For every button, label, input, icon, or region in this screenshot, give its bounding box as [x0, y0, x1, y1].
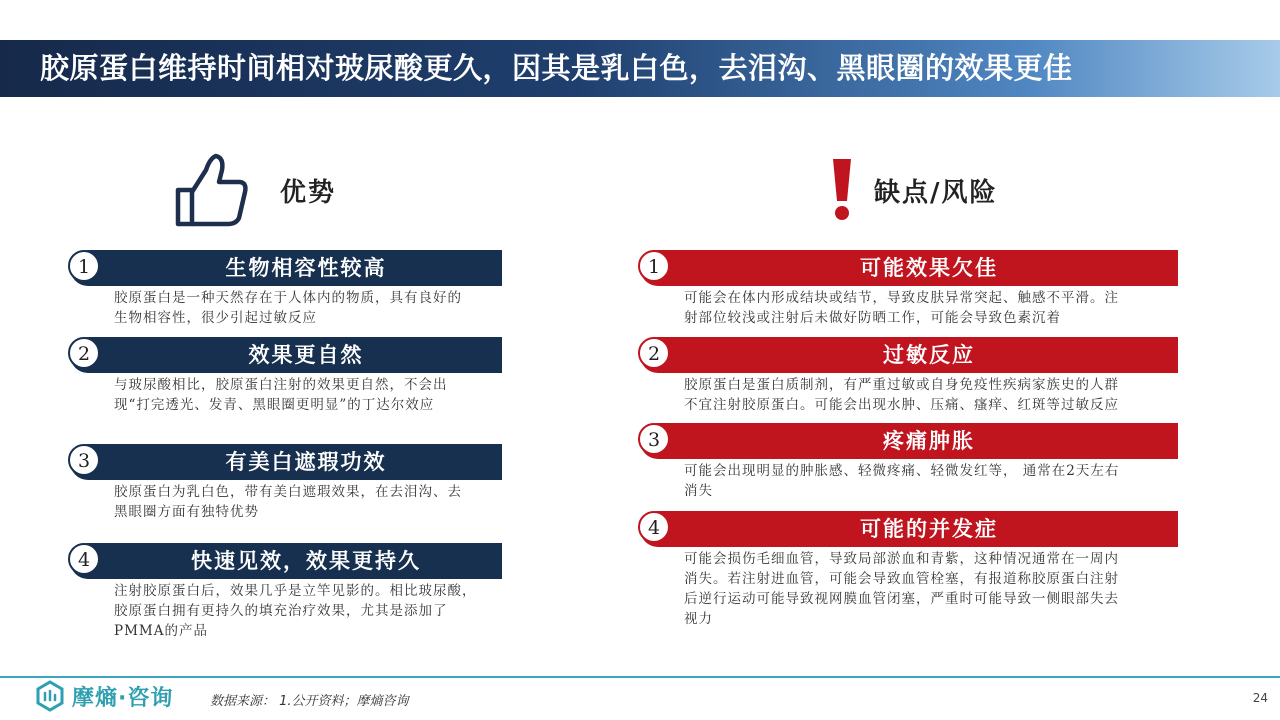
- thumbs-up-icon: [172, 150, 250, 230]
- item-number: 3: [638, 423, 670, 455]
- risk-label: 可能的并发症: [860, 516, 998, 541]
- advantage-label: 有美白遮瑕功效: [225, 449, 387, 474]
- risk-desc: 可能会损伤毛细血管，导致局部淤血和青紫，这种情况通常在一周内 消失。若注射进血管，可能会导致血管栓塞，有报道称胶原蛋白注射 后逆行运动可能导致视网膜血管闭塞，严重时可能导致一侧眼部失去 视力: [684, 551, 1119, 627]
- risk-desc: 胶原蛋白是蛋白质制剂，有严重过敏或自身免疫性疾病家族史的人群 不宜注射胶原蛋白。可能会出现水肿、压痛、瘙痒、红斑等过敏反应: [684, 377, 1119, 413]
- footer-divider: [0, 676, 1280, 678]
- advantages-title: 优势: [280, 177, 337, 208]
- item-number: 1: [68, 250, 100, 282]
- risk-banner: [640, 423, 1178, 459]
- logo-text: 摩熵·咨询: [72, 685, 174, 711]
- item-number: 4: [638, 511, 670, 543]
- risk-banner: [640, 250, 1178, 286]
- advantage-label: 生物相容性较高: [225, 255, 387, 280]
- advantage-banner: [70, 444, 502, 480]
- risks-title: 缺点/风险: [874, 177, 998, 208]
- risk-banner: [640, 337, 1178, 373]
- hexagon-logo-icon: [34, 680, 66, 712]
- item-number: 1: [638, 250, 670, 282]
- advantage-banner: [70, 250, 502, 286]
- item-number: 2: [638, 337, 670, 369]
- advantage-banner: [70, 337, 502, 373]
- title-banner: [0, 40, 1280, 97]
- advantage-desc: 胶原蛋白为乳白色，带有美白遮瑕效果，在去泪沟、去 黑眼圈方面有独特优势: [114, 484, 462, 520]
- advantage-desc: 胶原蛋白是一种天然存在于人体内的物质，具有良好的 生物相容性，很少引起过敏反应: [114, 290, 462, 326]
- advantage-label: 快速见效，效果更持久: [191, 548, 421, 573]
- item-number: 3: [68, 444, 100, 476]
- exclamation-icon: [822, 155, 862, 225]
- advantage-desc: 与玻尿酸相比，胶原蛋白注射的效果更自然，不会出 现“打完透光、发青、黑眼圈更明显”的丁达尔效应: [114, 377, 448, 413]
- brand-logo: [34, 680, 173, 712]
- page-title: 胶原蛋白维持时间相对玻尿酸更久，因其是乳白色，去泪沟、黑眼圈的效果更佳: [40, 51, 1073, 85]
- data-source: 数据来源： 1.公开资料；摩熵咨询: [210, 694, 409, 709]
- advantage-label: 效果更自然: [248, 342, 364, 367]
- page-number: 24: [1252, 691, 1268, 705]
- risk-label: 过敏反应: [883, 342, 975, 367]
- risk-desc: 可能会出现明显的肿胀感、轻微疼痛、轻微发红等， 通常在2天左右 消失: [684, 463, 1120, 499]
- item-number: 4: [68, 543, 100, 575]
- advantages-header: [172, 150, 336, 230]
- advantage-desc: 注射胶原蛋白后，效果几乎是立竿见影的。相比玻尿酸， 胶原蛋白拥有更持久的填充治疗效果，尤其是添加了 PMMA的产品: [114, 583, 477, 639]
- item-number: 2: [68, 337, 100, 369]
- risk-label: 疼痛肿胀: [883, 428, 975, 453]
- risk-desc: 可能会在体内形成结块或结节，导致皮肤异常突起、触感不平滑。注 射部位较浅或注射后未做好防晒工作，可能会导致色素沉着: [684, 290, 1119, 326]
- risk-label: 可能效果欠佳: [860, 255, 998, 280]
- risk-banner: [640, 511, 1178, 547]
- risks-header: [822, 155, 998, 225]
- advantage-banner: [70, 543, 502, 579]
